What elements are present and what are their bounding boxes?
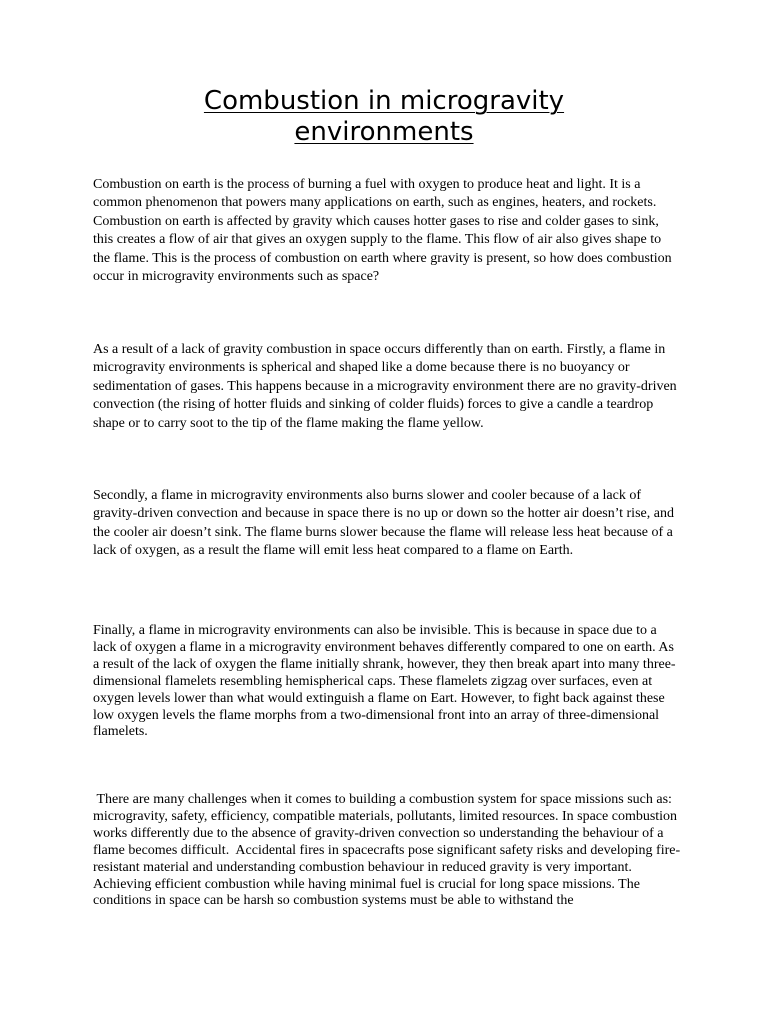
paragraph-intro: Combustion on earth is the process of burning a fuel with oxygen to produce heat and light. It is a common phenomenon that powers many applications on earth, such as engines, heaters, and rockets. Combustion on earth is affected by gravity which causes hotter gases to rise and colder gases to sink, this creates a flow of air that gives an oxygen supply to the flame. This flow of air also gives shape to the flame. This is the process of combustion on earth where gravity is present, so how does combustion occur in microgravity environments such as space? xyxy=(93,177,672,285)
paragraph-invisible-flame: Finally, a flame in microgravity environments can also be invisible. This is because in space due to a lack of oxygen a flame in a microgravity environment behaves differently compared to one on earth. As a result of the lack of oxygen the flame initially shrank, however, they then break apart into many three-dimensional flamelets resembling hemispherical caps. These flamelets zigzag over surfaces, even at oxygen levels lower than what would extinguish a flame on Eart. However, to fight back against these low oxygen levels the flame morphs from a two-dimensional front into an array of three-dimensional flamelets. xyxy=(93,623,676,740)
paragraph-challenges: There are many challenges when it comes to building a combustion system for space missions such as: microgravity, safety, efficiency, compatible materials, pollutants, limited resources. In space combustion works differently due to the absence of gravity-driven convection so understanding the behaviour of a flame becomes difficult. Accidental fires in spacecrafts pose significant safety risks and developing fire-resistant material and understanding combustion behaviour in reduced gravity is very important. Achieving efficient combustion while having minimal fuel is crucial for long space missions. The conditions in space can be harsh so combustion systems must be able to withstand the xyxy=(93,792,681,909)
page-title: Combustion in microgravity environments xyxy=(203,86,565,147)
paragraph-burn-rate: Secondly, a flame in microgravity environments also burns slower and cooler because of a lack of gravity-driven convection and because in space there is no up or down so the hotter air doesn’t rise, and the cooler air doesn’t sink. The flame burns slower because the flame will release less heat because of a lack of oxygen, as a result the flame will emit less heat compared to a flame on Earth. xyxy=(93,488,674,559)
paragraph-shape: As a result of a lack of gravity combustion in space occurs differently than on earth. Firstly, a flame in microgravity environments is spherical and shaped like a dome because there is no buoyancy or sedimentation of gases. This happens because in a microgravity environment there are no gravity-driven convection (the rising of hotter fluids and sinking of colder fluids) forces to give a candle a teardrop shape or to carry soot to the tip of the flame making the flame yellow. xyxy=(93,342,677,431)
